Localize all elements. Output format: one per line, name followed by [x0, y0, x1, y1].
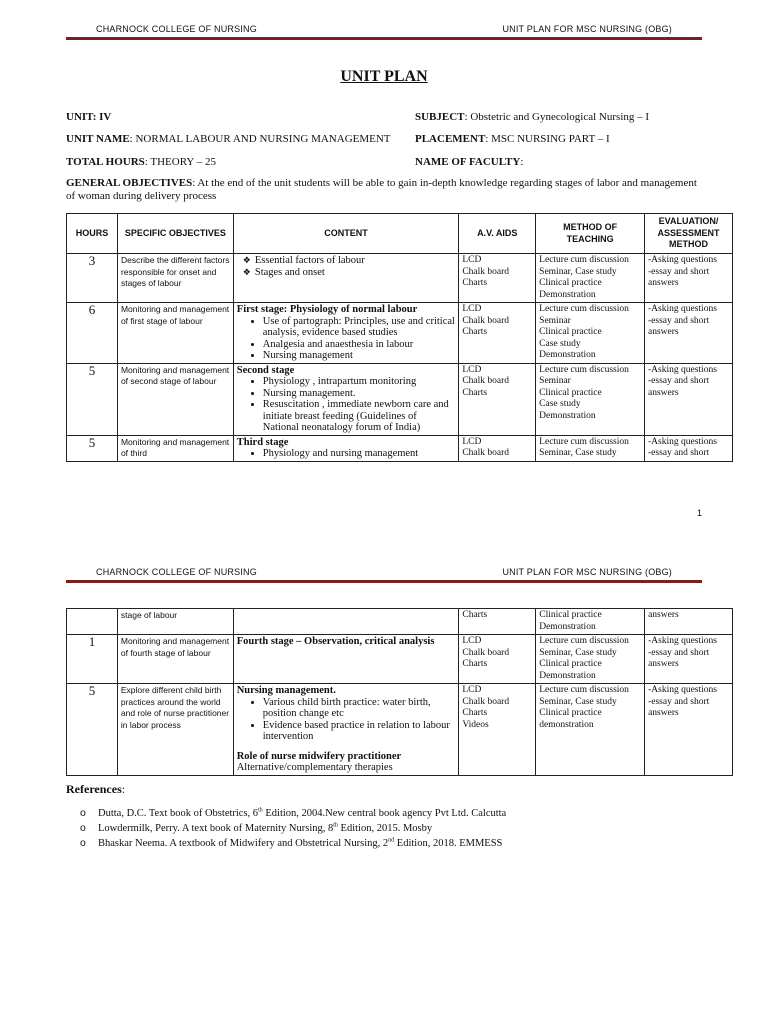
hours-cell: 6	[67, 303, 118, 364]
page-number: 1	[696, 508, 702, 518]
table-row	[67, 609, 733, 635]
table-header-row	[67, 214, 733, 254]
av-aids-cell: LCD Chalk board	[459, 435, 536, 461]
objective-cell: Explore different child birth practices around the world and role of nurse practitioner in labor process	[117, 684, 233, 776]
total-hours-field: TOTAL HOURS: THEORY – 25	[66, 156, 216, 168]
reference-item: o Lowdermilk, Perry. A text book of Maternity Nursing, 8th Edition, 2015. Mosby	[80, 821, 506, 836]
header-plan: UNIT PLAN FOR MSC NURSING (OBG)	[502, 24, 672, 34]
hours-cell	[67, 609, 118, 635]
table-row	[67, 684, 733, 776]
method-cell: Lecture cum discussion Seminar, Case study Clinical practice Demonstration	[536, 254, 645, 303]
page-header	[66, 567, 702, 587]
col-header: SPECIFIC OBJECTIVES	[117, 214, 233, 254]
content-item: • Nursing management	[263, 350, 456, 362]
table-row	[67, 435, 733, 461]
av-aids-cell: LCD Chalk board Charts	[459, 303, 536, 364]
content-item: • Physiology and nursing management	[263, 448, 456, 460]
objective-cell: Describe the different factors responsible for onset and stages of labour	[117, 254, 233, 303]
header-college: CHARNOCK COLLEGE OF NURSING	[96, 567, 257, 577]
evaluation-cell: answers	[645, 609, 733, 635]
table-row	[67, 254, 733, 303]
table-row	[67, 303, 733, 364]
content-item: • Resuscitation , immediate newborn care and initiate breast feeding (Guidelines of National neonatalogy forum of India)	[263, 399, 456, 434]
content-item: ❖ Stages and onset	[257, 267, 456, 279]
page-header	[66, 24, 702, 44]
col-header: HOURS	[67, 214, 118, 254]
av-aids-cell: LCD Chalk board Charts Videos	[459, 684, 536, 776]
content-cell	[233, 254, 459, 303]
content-cell: Second stage • Physiology , intrapartum monitoring • Nursing management. • Resuscitation , immediate newborn care and initiate breast feeding (Guidelines of National neonatalogy forum of India)	[233, 363, 459, 435]
method-cell: Lecture cum discussion Seminar, Case study Clinical practice Demonstration	[536, 635, 645, 684]
references-list	[80, 806, 506, 851]
method-cell: Clinical practice Demonstration	[536, 609, 645, 635]
col-header: A.V. AIDS	[459, 214, 536, 254]
av-aids-cell: Charts	[459, 609, 536, 635]
evaluation-cell: -Asking questions -essay and short	[645, 435, 733, 461]
unit-name-field: UNIT NAME: NORMAL LABOUR AND NURSING MANAGEMENT	[66, 133, 391, 145]
unit-plan-table-continued	[66, 608, 733, 776]
av-aids-cell: LCD Chalk board Charts	[459, 635, 536, 684]
content-cell: Third stage • Physiology and nursing management	[233, 435, 459, 461]
placement-field: PLACEMENT: MSC NURSING PART – I	[415, 133, 610, 145]
reference-item: o Dutta, D.C. Text book of Obstetrics, 6th Edition, 2004.New central book agency Pvt Ltd. Calcutta	[80, 806, 506, 821]
av-aids-cell: LCD Chalk board Charts	[459, 254, 536, 303]
faculty-field: NAME OF FACULTY:	[415, 156, 524, 168]
general-objectives: GENERAL OBJECTIVES: At the end of the unit students will be able to gain in-depth knowledge regarding stages of labor and management of woman during delivery process	[66, 177, 697, 202]
unit-field: UNIT: IV	[66, 111, 112, 123]
content-cell: Nursing management. • Various child birth practice: water birth, position change etc • Evidence based practice in relation to labour intervention Role of nurse midwifery practitioner Alternative/complementary therapies	[233, 684, 459, 776]
method-cell: Lecture cum discussion Seminar Clinical practice Case study Demonstration	[536, 363, 645, 435]
content-item: • Various child birth practice: water birth, position change etc	[263, 697, 456, 720]
references-heading: References:	[66, 782, 126, 796]
method-cell: Lecture cum discussion Seminar, Case study	[536, 435, 645, 461]
content-cell: First stage: Physiology of normal labour • Use of partograph: Principles, use and critical analysis, evidence based studies • Analgesia and anaesthesia in labour • Nursing management	[233, 303, 459, 364]
subject-field: SUBJECT: Obstetric and Gynecological Nursing – I	[415, 111, 650, 123]
av-aids-cell: LCD Chalk board Charts	[459, 363, 536, 435]
content-cell	[233, 609, 459, 635]
evaluation-cell: -Asking questions -essay and short answers	[645, 635, 733, 684]
content-item: • Evidence based practice in relation to labour intervention	[263, 720, 456, 743]
evaluation-cell: -Asking questions -essay and short answers	[645, 254, 733, 303]
content-item: • Analgesia and anaesthesia in labour	[263, 339, 456, 351]
objective-cell: Monitoring and management of first stage of labour	[117, 303, 233, 364]
objective-cell: stage of labour	[117, 609, 233, 635]
header-plan: UNIT PLAN FOR MSC NURSING (OBG)	[502, 567, 672, 577]
hours-cell: 5	[67, 684, 118, 776]
content-cell: Fourth stage – Observation, critical analysis	[233, 635, 459, 684]
page-title: UNIT PLAN	[340, 68, 428, 85]
evaluation-cell: -Asking questions -essay and short answers	[645, 303, 733, 364]
hours-cell: 1	[67, 635, 118, 684]
method-cell: Lecture cum discussion Seminar Clinical practice Case study Demonstration	[536, 303, 645, 364]
hours-cell: 3	[67, 254, 118, 303]
content-item: • Use of partograph: Principles, use and critical analysis, evidence based studies	[263, 316, 456, 339]
hours-cell: 5	[67, 435, 118, 461]
evaluation-cell: -Asking questions -essay and short answers	[645, 363, 733, 435]
unit-plan-table	[66, 213, 733, 462]
col-header: EVALUATION/ ASSESSMENT METHOD	[645, 214, 733, 254]
table-row	[67, 363, 733, 435]
col-header: CONTENT	[233, 214, 459, 254]
objective-cell: Monitoring and management of fourth stage of labour	[117, 635, 233, 684]
header-college: CHARNOCK COLLEGE OF NURSING	[96, 24, 257, 34]
method-cell: Lecture cum discussion Seminar, Case study Clinical practice demonstration	[536, 684, 645, 776]
objective-cell: Monitoring and management of third	[117, 435, 233, 461]
evaluation-cell: -Asking questions -essay and short answers	[645, 684, 733, 776]
header-rule	[66, 580, 702, 583]
table-row	[67, 635, 733, 684]
objective-cell: Monitoring and management of second stage of labour	[117, 363, 233, 435]
content-item: • Nursing management.	[263, 388, 456, 400]
header-rule	[66, 37, 702, 40]
content-item: • Physiology , intrapartum monitoring	[263, 376, 456, 388]
content-item: ❖ Essential factors of labour	[257, 255, 456, 267]
reference-item: o Bhaskar Neema. A textbook of Midwifery and Obstetrical Nursing, 2nd Edition, 2018. EMMESS	[80, 836, 506, 851]
col-header: METHOD OF TEACHING	[536, 214, 645, 254]
hours-cell: 5	[67, 363, 118, 435]
